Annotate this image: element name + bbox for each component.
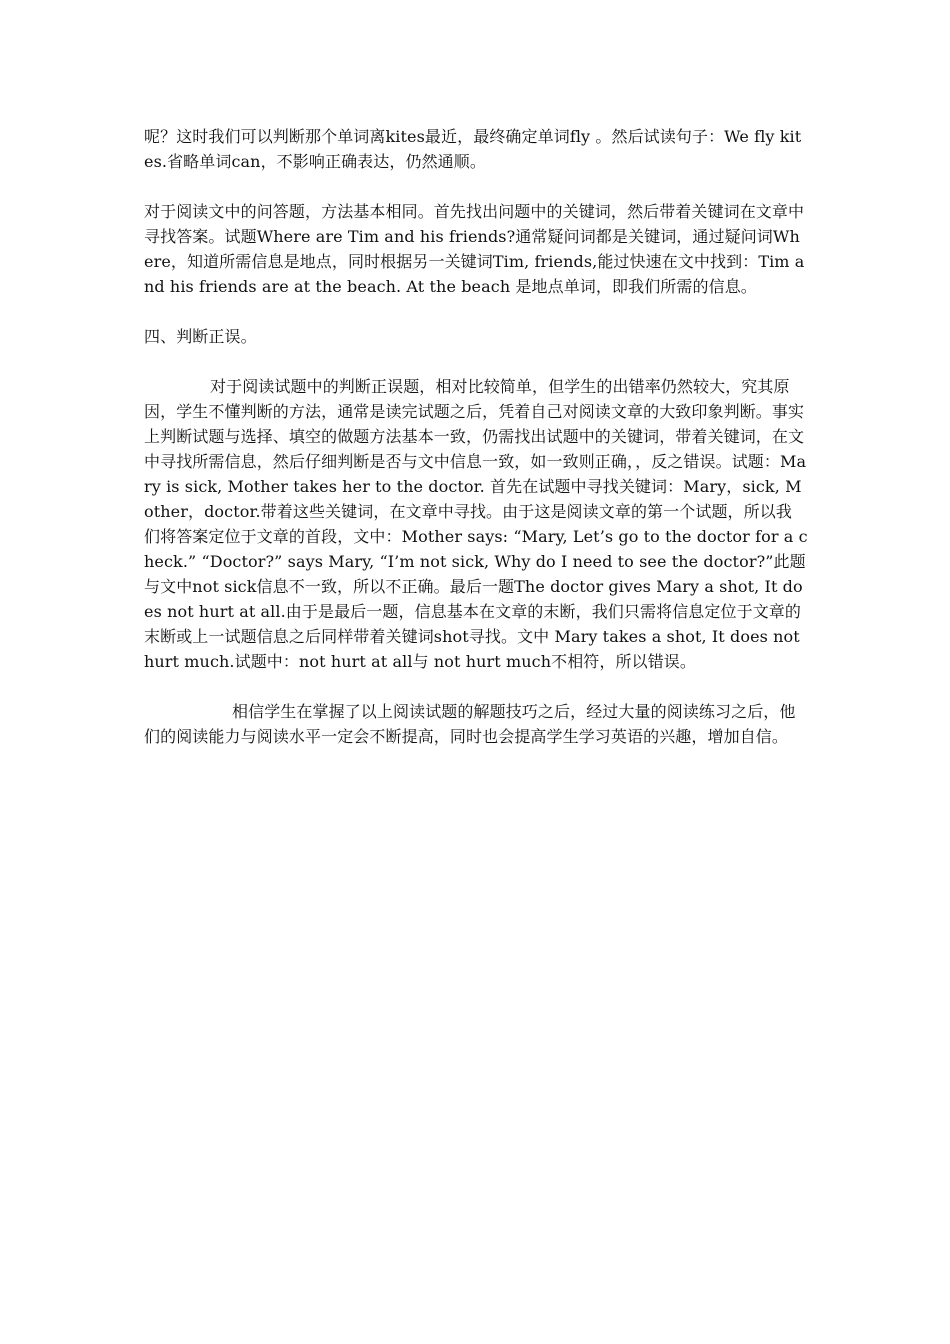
paragraph-question-answer: 对于阅读文中的问答题，方法基本相同。首先找出问题中的关键词，然后带着关键词在文章中寻找答案。试题Where are Tim and his friends?通常疑问词都是关键词，通过疑问词Where，知道所需信息是地点，同时根据另一关键词Tim, friends,能过快速在文中找到：Tim and his friends are at the beach. At the beach 是地点单词，即我们所需的信息。 [144, 202, 805, 296]
paragraph-kites-example: 呢？这时我们可以判断那个单词离kites最近，最终确定单词fly 。然后试读句子：We fly kites.省略单词can，不影响正确表达，仍然通顺。 [144, 127, 802, 171]
section-heading-true-false: 四、判断正误。 [144, 327, 257, 346]
paragraph-true-false-method: 对于阅读试题中的判断正误题，相对比较简单，但学生的出错率仍然较大，究其原因，学生不懂判断的方法，通常是读完试题之后，凭着自己对阅读文章的大致印象判断。事实上判断试题与选择、填空的做题方法基本一致，仍需找出试题中的关键词，带着关键词，在文中寻找所需信息，然后仔细判断是否与文中信息一致，如一致则正确，，反之错误。试题：Mary is sick, Mother takes her to the doctor. 首先在试题中寻找关键词：Mary，sick, Mother，doctor.带着这些关键词，在文章中寻找。由于这是阅读文章的第一个试题，所以我们将答案定位于文章的首段，文中：Mother says: “Mary, Let’s go to the doctor for a check.” “Doctor?” says Mary, “I’m not sick, Why do I need to see the doctor?”此题与文中not sick信息不一致，所以不正确。最后一题The doctor gives Mary a shot, It does not hurt at all.由于是最后一题，信息基本在文章的末断，我们只需将信息定位于文章的末断或上一试题信息之后同样带着关键词shot寻找。文中 Mary takes a shot, It does not hurt much.试题中：not hurt at all与 not hurt much不相符，所以错误。 [144, 377, 808, 671]
document-body [144, 124, 808, 749]
paragraph-conclusion: 相信学生在掌握了以上阅读试题的解题技巧之后，经过大量的阅读练习之后，他们的阅读能力与阅读水平一定会不断提高，同时也会提高学生学习英语的兴趣，增加自信。 [144, 702, 796, 746]
